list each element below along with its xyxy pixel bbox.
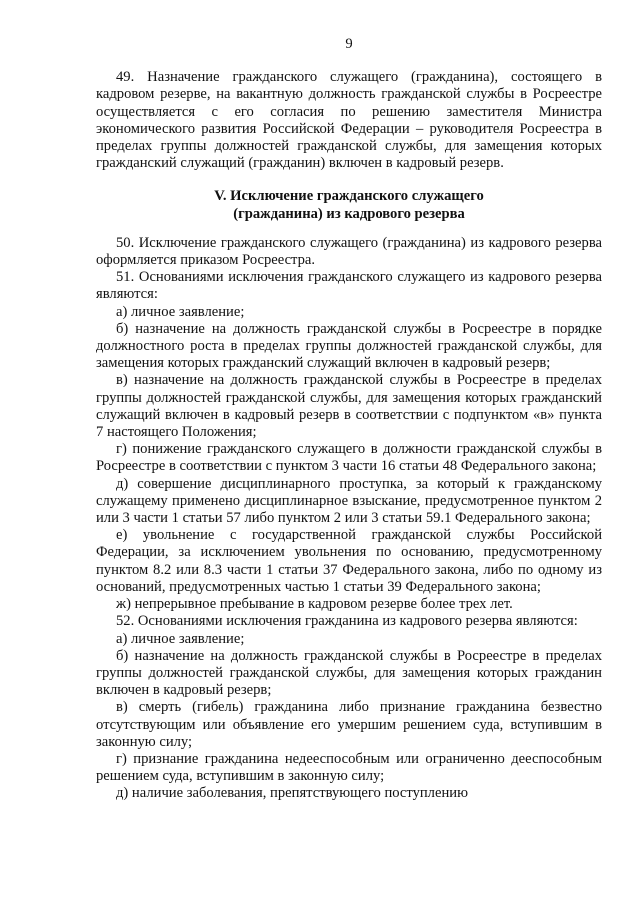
section-heading-line-2: (гражданина) из кадрового резерва (233, 205, 465, 222)
paragraph-51: 51. Основаниями исключения гражданского служащего из кадрового резерва являются: (96, 269, 602, 303)
paragraph-52-d: д) наличие заболевания, препятствующего поступлению (116, 785, 468, 802)
page-number: 9 (345, 36, 353, 52)
paragraph-51-a: а) личное заявление; (116, 303, 245, 320)
paragraph-49: 49. Назначение гражданского служащего (гражданина), состоящего в кадровом резерве, на вакантную должность гражданской службы в Росреестре осуществляется с его согласия по решению заместителя Министра экономического развития Российской Федерации – руководителя Росреестра в пределах группы должностей гражданской службы, для замещения которых гражданский служащий (гражданин) включен в кадровый резерв. (96, 69, 602, 172)
section-heading-line-1: V. Исключение гражданского служащего (214, 188, 484, 205)
paragraph-52: 52. Основаниями исключения гражданина из кадрового резерва являются: (116, 613, 578, 630)
paragraph-51-b: б) назначение на должность гражданской службы в Росреестре в порядке должностного роста в пределах группы должностей гражданской службы, для замещения которых гражданский служащий включен в кадровый резерв; (96, 320, 602, 372)
paragraph-52-g: г) признание гражданина недееспособным или ограниченно дееспособным решением суда, вступившим в законную силу; (96, 750, 602, 785)
section-heading (96, 188, 602, 222)
paragraph-52-b: б) назначение на должность гражданской службы в Росреестре в пределах группы должностей гражданской службы, для замещения которых гражданин включен в кадровый резерв; (96, 647, 602, 699)
paragraph-51-g: г) понижение гражданского служащего в должности гражданской службы в Росреестре в соответствии с пунктом 3 части 16 статьи 48 Федерального закона; (96, 441, 602, 475)
paragraph-52-a: а) личное заявление; (116, 630, 245, 647)
paragraph-51-v: в) назначение на должность гражданской службы в Росреестре в пределах группы должностей гражданской службы, для замещения которых гражданский служащий включен в кадровый резерв в соответствии с подпунктом «в» пункта 7 настоящего Положения; (96, 372, 602, 441)
paragraph-51-zh: ж) непрерывное пребывание в кадровом резерве более трех лет. (116, 596, 513, 613)
paragraph-51-d: д) совершение дисциплинарного проступка, за который к гражданскому служащему применено дисциплинарное взыскание, предусмотренное пунктом 2 или 3 части 1 статьи 57 либо пунктом 2 или 3 статьи 59.1 Федерального закона; (96, 475, 602, 527)
paragraph-52-v: в) смерть (гибель) гражданина либо признание гражданина безвестно отсутствующим или объявление его умершим решением суда, вступившим в законную силу; (96, 699, 602, 750)
paragraph-51-e: е) увольнение с государственной гражданской службы Российской Федерации, за исключением увольнения по основанию, предусмотренному пунктом 8.2 или 8.3 части 1 статьи 37 Федерального закона, либо по одному из оснований, предусмотренных частью 1 статьи 39 Федерального закона; (96, 527, 602, 595)
paragraph-50: 50. Исключение гражданского служащего (гражданина) из кадрового резерва оформляется приказом Росреестра. (96, 234, 602, 269)
